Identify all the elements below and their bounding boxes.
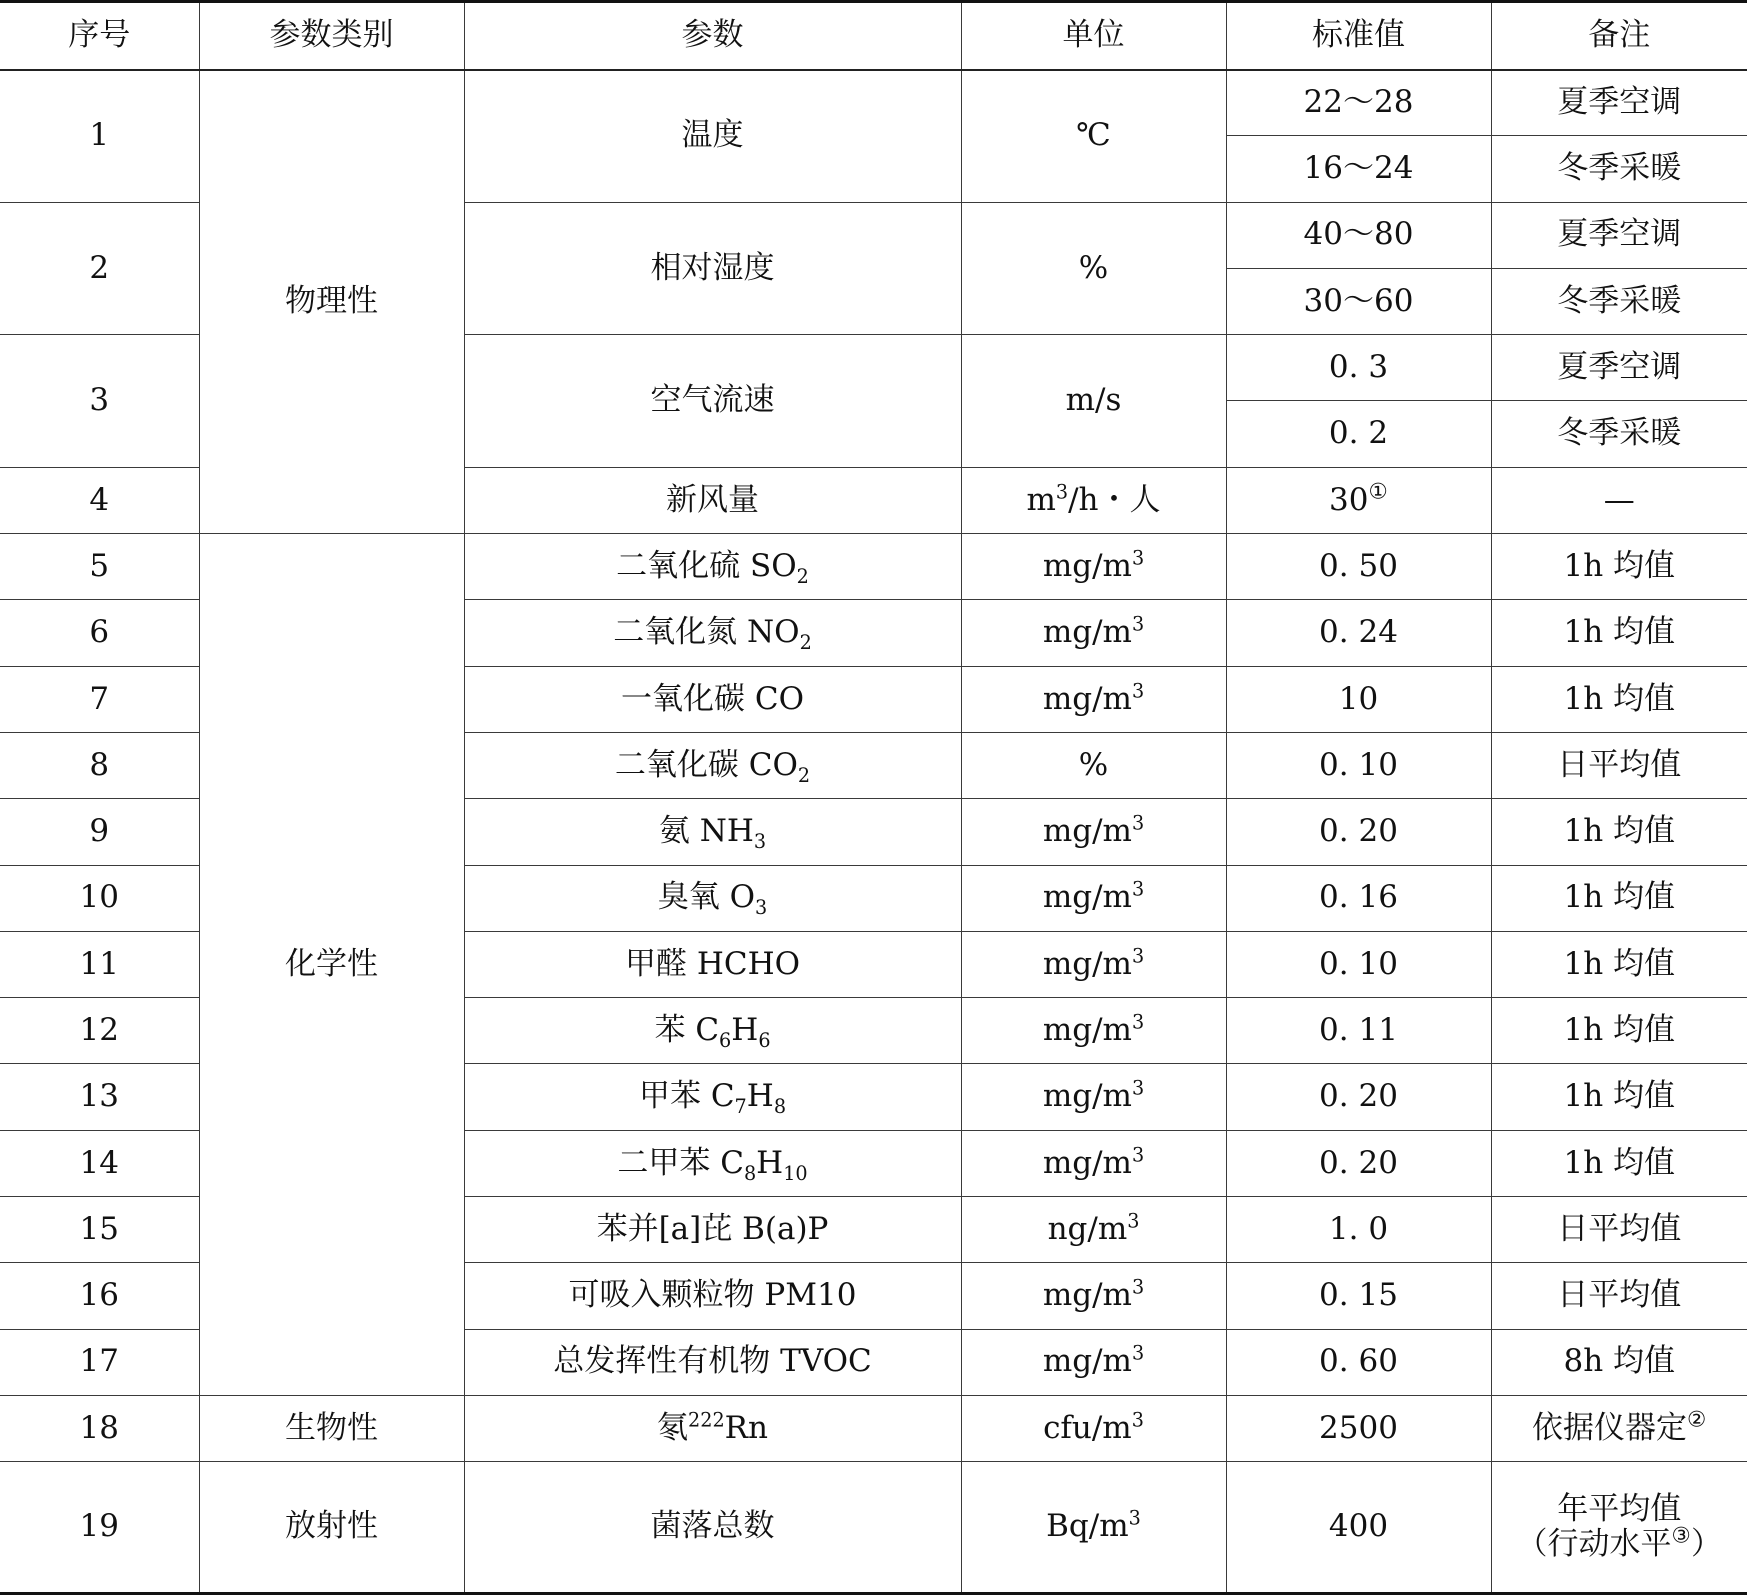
serial-number: 8 [0, 732, 199, 798]
param-base: 二氧化氮 NO [613, 614, 800, 651]
unit-cell: ℃ [961, 70, 1226, 203]
standard-value-cell: 0. 11 [1226, 998, 1491, 1064]
param-subscript: 2 [799, 631, 812, 655]
remark-cell: 1h 均值 [1491, 998, 1747, 1064]
table-header-row [0, 2, 1747, 70]
parameter-cell [464, 1395, 961, 1461]
standard-value-cell: 22～28 [1226, 70, 1491, 136]
unit-cell [961, 931, 1226, 997]
serial-number: 17 [0, 1329, 199, 1395]
standard-value-cell: 0. 16 [1226, 865, 1491, 931]
standard-value-cell: 0. 60 [1226, 1329, 1491, 1395]
footnote-mark: ② [1687, 1407, 1707, 1433]
param-part-b: H [746, 1078, 774, 1115]
parameter-cell [464, 732, 961, 798]
unit-base: mg/m [1042, 813, 1132, 850]
remark-line-2-open: （行动水平 [1516, 1526, 1672, 1563]
unit-base: ng/m [1047, 1210, 1128, 1247]
param-part-b: H [756, 1144, 784, 1181]
standard-value-cell: 0. 3 [1226, 335, 1491, 401]
parameter-cell: 新风量 [464, 467, 961, 533]
unit-cell [961, 1462, 1226, 1594]
serial-number: 7 [0, 666, 199, 732]
serial-number: 16 [0, 1263, 199, 1329]
parameter-cell [464, 1130, 961, 1196]
param-subscript-b: 10 [783, 1161, 808, 1185]
standard-value-cell: 40～80 [1226, 202, 1491, 268]
header-standard-value: 标准值 [1226, 2, 1491, 70]
serial-number: 4 [0, 467, 199, 533]
unit-base: Bq/m [1046, 1508, 1129, 1545]
param-part-a: 二甲苯 C [617, 1144, 744, 1181]
unit-base: mg/m [1042, 680, 1132, 717]
remark-cell: 1h 均值 [1491, 931, 1747, 997]
unit-cell [961, 865, 1226, 931]
standard-value-cell: 0. 24 [1226, 600, 1491, 666]
param-subscript: 3 [755, 896, 768, 920]
header-parameter-category: 参数类别 [199, 2, 464, 70]
footnote-mark: ③ [1671, 1523, 1691, 1549]
unit-cell [961, 1197, 1226, 1263]
parameter-cell: 空气流速 [464, 335, 961, 468]
param-base: 二氧化硫 SO [616, 547, 797, 584]
remark-cell: 日平均值 [1491, 1197, 1747, 1263]
remark-line-1: 年平均值 [1557, 1490, 1682, 1527]
unit-cell [961, 534, 1226, 600]
serial-number: 10 [0, 865, 199, 931]
unit-cell [961, 1263, 1226, 1329]
param-subscript-a: 7 [734, 1095, 747, 1119]
unit-cell [961, 1064, 1226, 1130]
unit-base: mg/m [1042, 1277, 1132, 1314]
table-row [0, 70, 1747, 136]
footnote-mark: ① [1368, 479, 1388, 505]
unit-superscript: 3 [1131, 1408, 1144, 1432]
unit-superscript: 3 [1055, 480, 1069, 504]
serial-number: 3 [0, 335, 199, 468]
remark-cell: 1h 均值 [1491, 1064, 1747, 1130]
remark-cell: 日平均值 [1491, 1263, 1747, 1329]
unit-superscript: 3 [1128, 1507, 1141, 1531]
value-text: 30 [1329, 481, 1369, 518]
unit-base: mg/m [1042, 614, 1132, 651]
unit-cell [961, 1329, 1226, 1395]
remark-text: 依据仪器定 [1532, 1409, 1688, 1446]
unit-base: mg/m [1042, 1343, 1132, 1380]
unit-superscript: 3 [1131, 944, 1145, 968]
parameter-cell [464, 865, 961, 931]
remark-cell: 冬季采暖 [1491, 136, 1747, 202]
standard-value-cell: 0. 10 [1226, 732, 1491, 798]
standard-value-cell: 0. 20 [1226, 799, 1491, 865]
param-superscript: 222 [688, 1408, 725, 1432]
unit-cell: % [961, 202, 1226, 335]
standard-value-cell: 0. 20 [1226, 1064, 1491, 1130]
parameter-cell: 温度 [464, 70, 961, 203]
remark-cell: 冬季采暖 [1491, 268, 1747, 334]
unit-cell [961, 666, 1226, 732]
serial-number: 5 [0, 534, 199, 600]
serial-number: 13 [0, 1064, 199, 1130]
unit-superscript: 3 [1131, 612, 1145, 636]
unit-cell [961, 600, 1226, 666]
header-parameter: 参数 [464, 2, 961, 70]
category-chemical: 化学性 [199, 534, 464, 1396]
unit-superscript: 3 [1131, 679, 1145, 703]
param-subscript-a: 8 [743, 1161, 757, 1185]
table-row [0, 534, 1747, 600]
unit-base: m [1026, 481, 1056, 518]
parameter-cell: 甲醛 HCHO [464, 931, 961, 997]
param-part-b: H [731, 1011, 759, 1048]
header-remarks: 备注 [1491, 2, 1747, 70]
standard-value-cell: 0. 15 [1226, 1263, 1491, 1329]
unit-rest: /h・人 [1068, 481, 1161, 518]
header-unit: 单位 [961, 2, 1226, 70]
unit-base: mg/m [1042, 1078, 1132, 1115]
unit-base: mg/m [1042, 1011, 1132, 1048]
serial-number: 19 [0, 1462, 199, 1594]
unit-superscript: 3 [1131, 1143, 1145, 1167]
param-base: 氨 NH [658, 813, 754, 850]
unit-base: mg/m [1042, 945, 1132, 982]
standard-value-cell: 400 [1226, 1462, 1491, 1594]
serial-number: 15 [0, 1197, 199, 1263]
parameter-cell: 总发挥性有机物 TVOC [464, 1329, 961, 1395]
unit-cell [961, 1130, 1226, 1196]
standard-value-cell: 0. 50 [1226, 534, 1491, 600]
unit-cell: % [961, 732, 1226, 798]
table-row [0, 1462, 1747, 1594]
remark-cell: 夏季空调 [1491, 335, 1747, 401]
unit-base: mg/m [1042, 1144, 1132, 1181]
param-rest: Rn [724, 1409, 768, 1446]
unit-cell [961, 799, 1226, 865]
header-serial-number: 序号 [0, 2, 199, 70]
remark-cell: — [1491, 467, 1747, 533]
remark-cell: 夏季空调 [1491, 70, 1747, 136]
parameter-cell [464, 534, 961, 600]
unit-superscript: 3 [1131, 546, 1145, 570]
unit-superscript: 3 [1127, 1209, 1140, 1233]
unit-cell [961, 1395, 1226, 1461]
serial-number: 9 [0, 799, 199, 865]
param-base: 氡 [657, 1409, 689, 1446]
remark-cell: 1h 均值 [1491, 600, 1747, 666]
remark-cell: 8h 均值 [1491, 1329, 1747, 1395]
unit-cell [961, 998, 1226, 1064]
remark-cell: 1h 均值 [1491, 799, 1747, 865]
standard-value-cell: 0. 2 [1226, 401, 1491, 467]
category-physical: 物理性 [199, 70, 464, 534]
serial-number: 6 [0, 600, 199, 666]
unit-superscript: 3 [1131, 811, 1145, 835]
serial-number: 11 [0, 931, 199, 997]
parameter-cell: 可吸入颗粒物 PM10 [464, 1263, 961, 1329]
param-part-a: 苯 C [654, 1011, 720, 1048]
parameter-cell: 苯并[a]芘 B(a)P [464, 1197, 961, 1263]
standard-value-cell: 2500 [1226, 1395, 1491, 1461]
unit-cell: m/s [961, 335, 1226, 468]
param-subscript-b: 8 [773, 1095, 787, 1119]
remark-cell: 1h 均值 [1491, 1130, 1747, 1196]
serial-number: 18 [0, 1395, 199, 1461]
parameter-cell: 一氧化碳 CO [464, 666, 961, 732]
unit-cell [961, 467, 1226, 533]
remark-cell: 1h 均值 [1491, 666, 1747, 732]
parameter-cell [464, 799, 961, 865]
param-subscript: 2 [797, 763, 811, 787]
unit-superscript: 3 [1131, 1275, 1145, 1299]
remark-line-2-close: ） [1690, 1526, 1722, 1563]
remark-cell [1491, 1462, 1747, 1594]
unit-base: cfu/m [1043, 1409, 1132, 1446]
param-subscript: 3 [753, 830, 767, 854]
remark-line-2 [1496, 1523, 1744, 1563]
unit-superscript: 3 [1131, 1010, 1145, 1034]
standard-value-cell: 0. 10 [1226, 931, 1491, 997]
standard-value-cell: 16～24 [1226, 136, 1491, 202]
param-subscript-b: 6 [758, 1029, 771, 1053]
unit-base: mg/m [1042, 547, 1132, 584]
standard-value-cell: 1. 0 [1226, 1197, 1491, 1263]
standard-value-cell [1226, 467, 1491, 533]
param-base: 臭氧 O [657, 879, 756, 916]
category-biological: 生物性 [199, 1395, 464, 1461]
standard-value-cell: 0. 20 [1226, 1130, 1491, 1196]
parameter-cell [464, 1064, 961, 1130]
serial-number: 12 [0, 998, 199, 1064]
param-base: 二氧化碳 CO [614, 746, 798, 783]
parameter-cell: 菌落总数 [464, 1462, 961, 1594]
table-row [0, 1395, 1747, 1461]
unit-superscript: 3 [1131, 878, 1145, 902]
serial-number: 14 [0, 1130, 199, 1196]
serial-number: 2 [0, 202, 199, 335]
remark-cell: 夏季空调 [1491, 202, 1747, 268]
serial-number: 1 [0, 70, 199, 203]
parameter-cell: 相对湿度 [464, 202, 961, 335]
parameter-cell [464, 600, 961, 666]
unit-superscript: 3 [1131, 1076, 1145, 1100]
standard-value-cell: 30～60 [1226, 268, 1491, 334]
param-part-a: 甲苯 C [638, 1078, 735, 1115]
remark-cell: 日平均值 [1491, 732, 1747, 798]
category-radioactive: 放射性 [199, 1462, 464, 1594]
param-subscript: 2 [796, 565, 809, 589]
unit-base: mg/m [1042, 879, 1132, 916]
remark-cell: 1h 均值 [1491, 534, 1747, 600]
parameter-cell [464, 998, 961, 1064]
standard-value-cell: 10 [1226, 666, 1491, 732]
remark-cell: 冬季采暖 [1491, 401, 1747, 467]
unit-superscript: 3 [1131, 1342, 1145, 1366]
remark-cell [1491, 1395, 1747, 1461]
remark-cell: 1h 均值 [1491, 865, 1747, 931]
param-subscript-a: 6 [719, 1029, 732, 1053]
